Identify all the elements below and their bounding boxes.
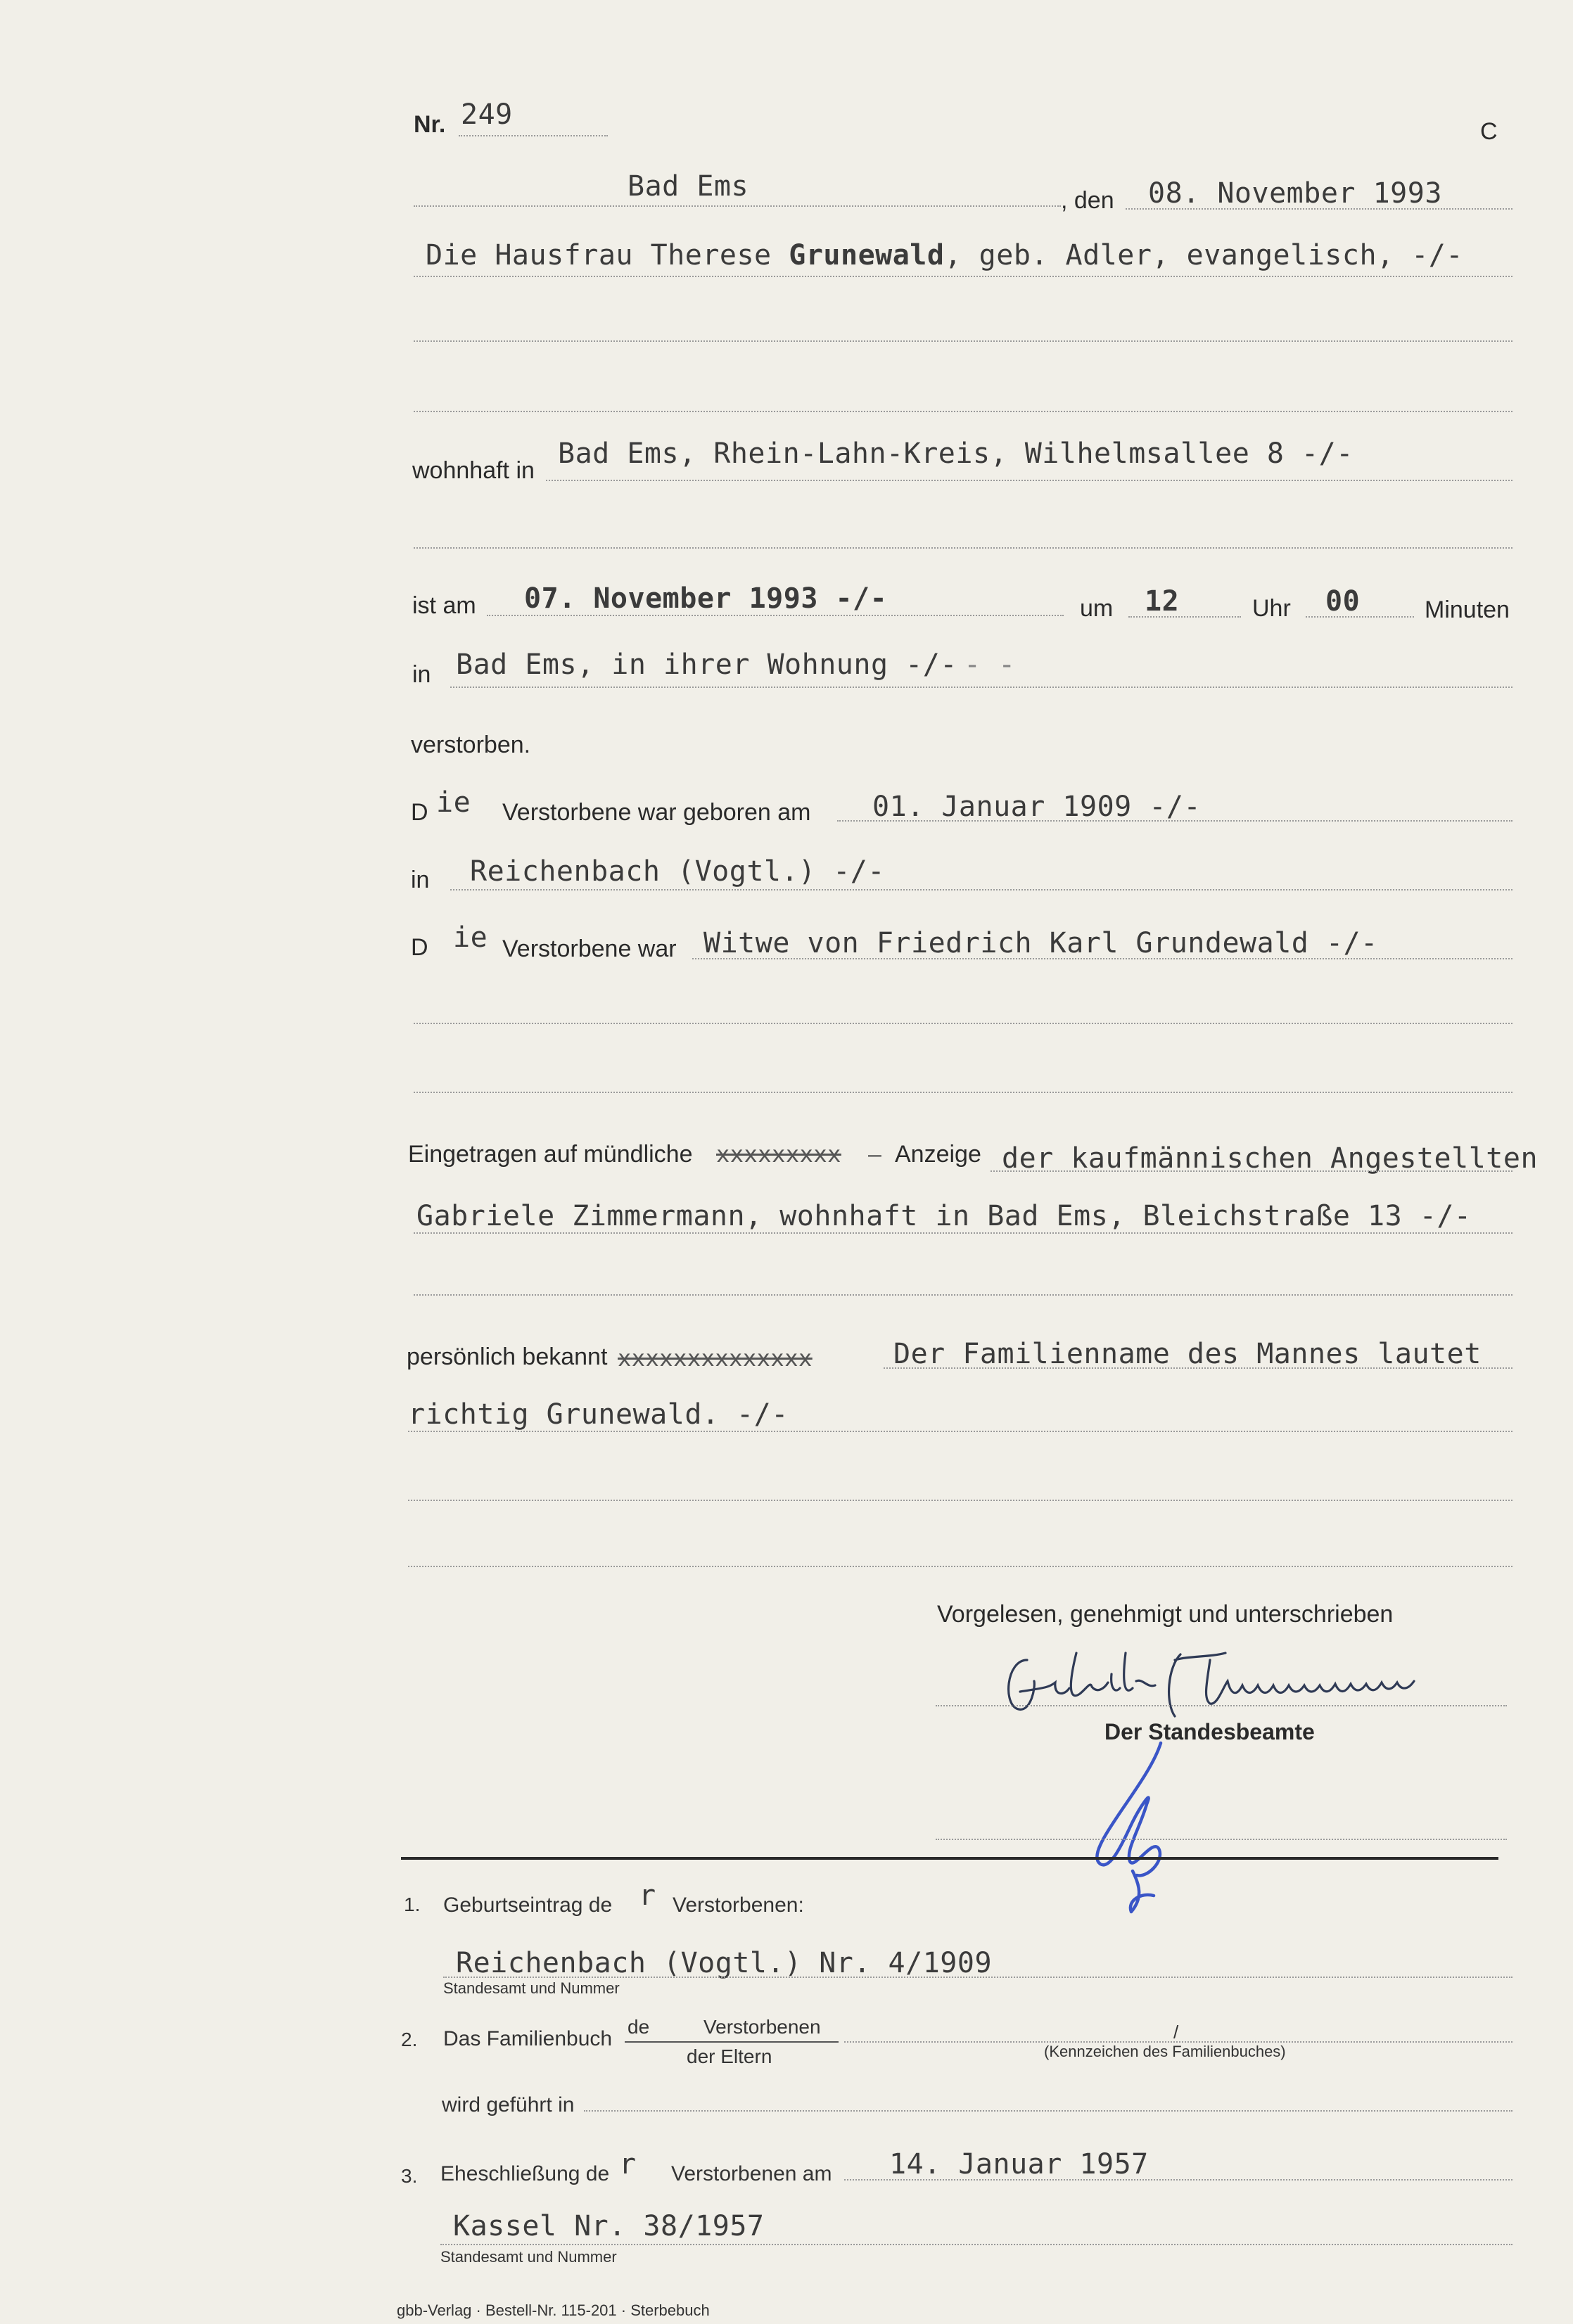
informant-sign-line <box>936 1705 1507 1706</box>
minute-value: 00 <box>1325 585 1361 618</box>
informant-line-1: der kaufmännischen Angestellten <box>1002 1142 1539 1175</box>
item3-number: 3. <box>401 2165 418 2187</box>
remark-line-1: Der Familienname des Mannes lautet <box>893 1338 1482 1370</box>
death-date: 07. November 1993 -/- <box>524 582 888 615</box>
item3-date: 14. Januar 1957 <box>889 2148 1149 2181</box>
nr-value: 249 <box>461 98 513 131</box>
death-place-line <box>450 687 1512 688</box>
item2-de: de <box>628 2016 650 2038</box>
standesamt-label-1: Standesamt und Nummer <box>443 1979 620 1997</box>
hour-line <box>1128 616 1241 618</box>
anzeige-label: Anzeige <box>895 1141 981 1168</box>
eingetragen-label: Eingetragen auf mündliche <box>408 1141 693 1168</box>
minuten-label: Minuten <box>1425 596 1510 623</box>
registrar-sign-line <box>936 1839 1507 1840</box>
blank-line-1 <box>414 340 1512 342</box>
vorgelesen-label: Vorgelesen, genehmigt und unterschrieben <box>937 1601 1394 1628</box>
ausgewiesen-struck: xxxxxxxxxxxxxx <box>618 1345 813 1372</box>
d-label-2: D <box>411 934 428 961</box>
verstorben-label: verstorben. <box>411 732 531 758</box>
section-divider <box>401 1857 1498 1860</box>
item1-label-pre: Geburtseintrag de <box>443 1894 613 1917</box>
birth-place: Reichenbach (Vogtl.) -/- <box>470 855 885 888</box>
minute-line <box>1306 616 1414 618</box>
remark-line-1-rule <box>884 1367 1512 1369</box>
item3-value: Kassel Nr. 38/1957 <box>453 2210 765 2242</box>
corner-mark: C <box>1480 118 1498 145</box>
person-surname: Grunewald <box>789 239 945 272</box>
item2-slash: / <box>1173 2022 1179 2043</box>
person-line-rule <box>414 276 1512 277</box>
place-value: Bad Ems <box>628 170 749 203</box>
blank-line-2 <box>414 411 1512 412</box>
birth-date: 01. Januar 1909 -/- <box>872 791 1202 823</box>
birth-date-line <box>837 820 1512 822</box>
item1-label-post: Verstorbenen: <box>673 1894 804 1917</box>
item1-fill: r <box>639 1879 656 1912</box>
item2-number: 2. <box>401 2029 418 2050</box>
blank-line-4 <box>414 1023 1512 1024</box>
ie-fill-2: ie <box>453 921 488 954</box>
death-register-page: Nr. 249 C Bad Ems , den 08. November 1993 Die Hausfrau Therese Grunewald, geb. Adler, evangelisch, -/- wohnhaft in Bad Ems, Rhein-Lahn-Kreis, Wilhelmsallee 8 -/- ist am 07. November 1993 -/- um 12 Uhr 00 Minuten in Bad Ems, in ihrer Wohnung -/- - - verstorben. D ie Verstorbene war geboren am 01. Januar 1909 -/- in Reichenbach (Vogtl.) -/- D ie Verstorbene war Witwe von Friedrich Karl Grundewald -/- Eingetragen auf mündliche xxxxxxxxx – Anzeige der kaufmännischen Angestellten Gabriele Zimmermann, wohnhaft in Bad Ems, Bleichstraße 13 -/- persönlich bekannt xxxxxxxxxxxxxx Der Familienname des Mannes lautet richtig Grunewald. -/- Vorgelesen, genehmigt und unterschrieben Der Standesbeamte 1. Geburtseintrag de r Verstorbenen: Reichenbach (Vogtl.) Nr. 4/1909 Standesamt und Nummer 2. Das Familienbuch de Verstorbenen der Eltern / (Kennzeichen des Familienbuches) wird geführt in 3. Eheschließung de r Verstorbenen am 14. Januar 1957 Kassel Nr. 38/1957 Standesamt und Nummer gbb-Verlag · Bestell-Nr. 115-201 · Sterbebuch <box>397 98 1539 2319</box>
dash-fill: - - <box>964 649 1016 681</box>
item2-option-verstorbenen: Verstorbenen <box>703 2016 821 2038</box>
date-value: 08. November 1993 <box>1148 177 1442 210</box>
item3-date-line <box>844 2179 1512 2181</box>
item3-label-post: Verstorbenen am <box>671 2162 832 2185</box>
death-place: Bad Ems, in ihrer Wohnung -/- <box>456 649 957 681</box>
bekannt-label: persönlich bekannt <box>407 1343 608 1370</box>
wohnhaft-value: Bad Ems, Rhein-Lahn-Kreis, Wilhelmsallee 8 -/- <box>558 438 1354 470</box>
publisher-line: gbb-Verlag · Bestell-Nr. 115-201 · Sterbebuch <box>397 2301 710 2319</box>
blank-line-8 <box>408 1566 1512 1567</box>
place-line <box>414 205 1061 207</box>
status-line <box>692 958 1512 959</box>
item2-gefuehrt-line <box>584 2110 1512 2112</box>
den-label: , den <box>1061 187 1114 214</box>
item2-gefuehrt-label: wird geführt in <box>442 2093 575 2116</box>
ie-fill-1: ie <box>436 786 471 819</box>
standesbeamte-label: Der Standesbeamte <box>1104 1719 1315 1744</box>
item1-line <box>443 1977 1512 1978</box>
item3-label-pre: Eheschließung de <box>440 2162 610 2185</box>
wohnhaft-line <box>546 480 1512 481</box>
item3-fill: r <box>619 2148 637 2181</box>
informant-line-1-rule <box>991 1170 1512 1172</box>
death-date-line <box>487 615 1064 616</box>
status-value: Witwe von Friedrich Karl Grundewald -/- <box>703 927 1378 959</box>
item1-value: Reichenbach (Vogtl.) Nr. 4/1909 <box>456 1947 993 1979</box>
ist-am-label: ist am <box>412 592 476 619</box>
date-line <box>1126 208 1512 210</box>
blank-line-7 <box>408 1500 1512 1501</box>
registrar-signature <box>1076 1737 1217 1920</box>
blank-line-3 <box>414 547 1512 549</box>
um-label: um <box>1080 595 1114 622</box>
schriftliche-struck: xxxxxxxxx <box>716 1141 841 1168</box>
geboren-label: Verstorbene war geboren am <box>502 799 811 826</box>
hour-value: 12 <box>1145 585 1180 618</box>
item2-fraction-line <box>625 2041 839 2043</box>
nr-line <box>459 135 608 136</box>
war-label: Verstorbene war <box>502 936 677 962</box>
item3-line <box>440 2244 1512 2245</box>
item2-option-eltern: der Eltern <box>687 2045 772 2067</box>
d-label-1: D <box>411 799 428 826</box>
remark-line-2-rule <box>408 1431 1512 1432</box>
blank-line-6 <box>414 1294 1512 1296</box>
nr-label: Nr. <box>414 111 446 138</box>
birth-place-line <box>450 889 1512 890</box>
blank-line-5 <box>414 1092 1512 1093</box>
remark-line-2: richtig Grunewald. -/- <box>408 1398 789 1431</box>
item2-kennzeichen-label: (Kennzeichen des Familienbuches) <box>1044 2043 1286 2060</box>
informant-line-2-rule <box>414 1232 1512 1234</box>
informant-signature <box>999 1639 1491 1730</box>
wohnhaft-label: wohnhaft in <box>412 457 535 484</box>
informant-line-2: Gabriele Zimmermann, wohnhaft in Bad Ems, Bleichstraße 13 -/- <box>416 1200 1472 1232</box>
uhr-label: Uhr <box>1252 595 1291 622</box>
item2-label: Das Familienbuch <box>443 2027 613 2050</box>
standesamt-label-2: Standesamt und Nummer <box>440 2248 617 2266</box>
item1-number: 1. <box>404 1894 421 1915</box>
in-label: in <box>412 661 431 688</box>
in-label-2: in <box>411 867 430 893</box>
person-line: Die Hausfrau Therese Grunewald, geb. Adler, evangelisch, -/- <box>426 239 1463 272</box>
